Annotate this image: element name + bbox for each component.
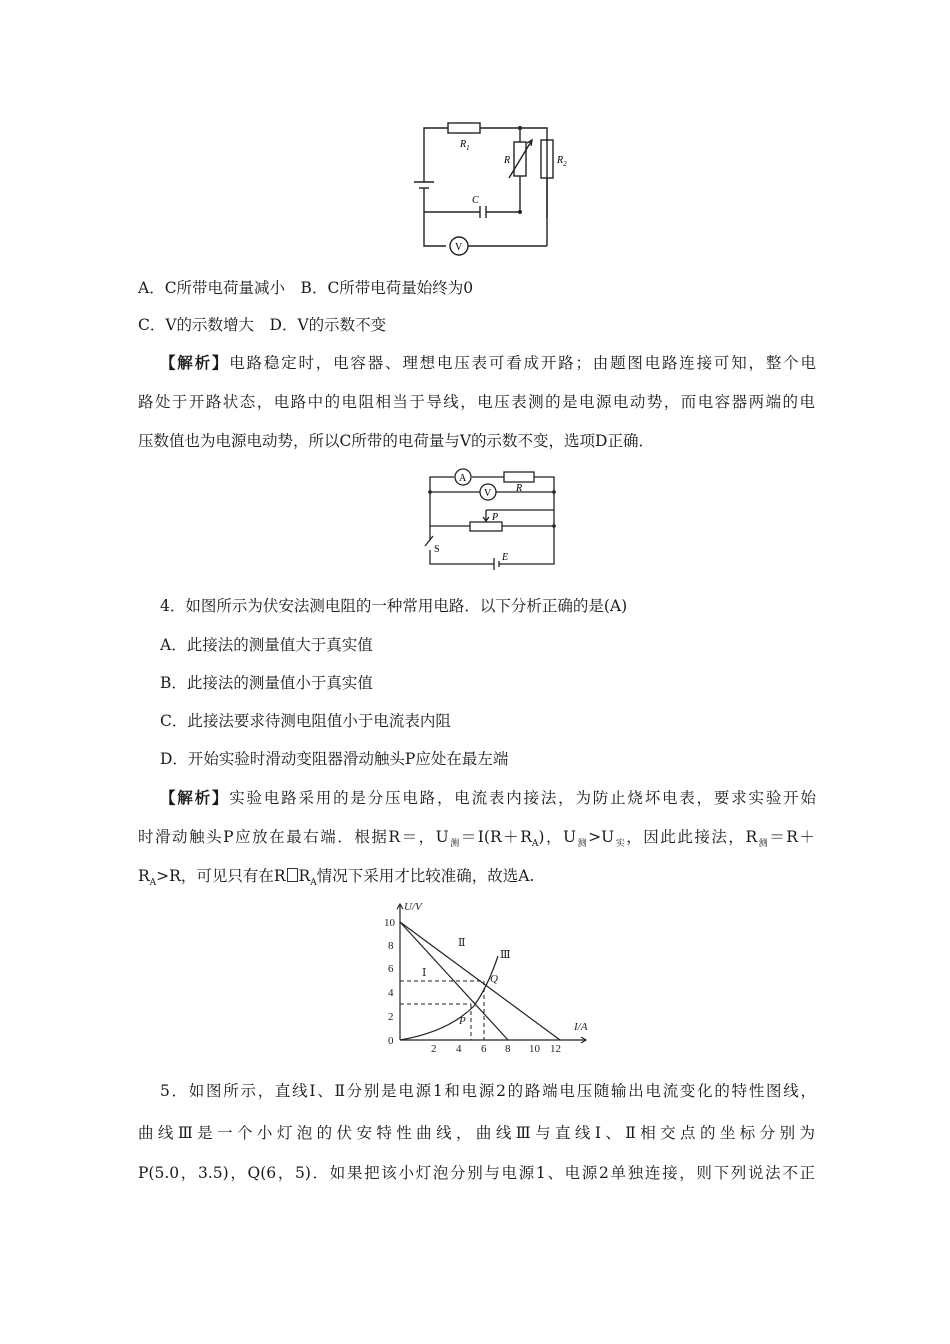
analysis-text: 电路稳定时，电容器、理想电压表可看成开路；由题图电路连接可知，整个电 xyxy=(229,354,816,372)
x-tick: 10 xyxy=(529,1043,540,1055)
q5-line1: 5．如图所示，直线Ⅰ、Ⅱ分别是电源1和电源2的路端电压随输出电流变化的特性图线， xyxy=(160,1082,816,1100)
q3-analysis-line2: 路处于开路状态，电路中的电阻相当于导线，电压表测的是电源电动势，而电容器两端的电 xyxy=(138,393,815,411)
x-tick: 12 xyxy=(550,1043,561,1055)
y-tick: 8 xyxy=(388,940,394,952)
emf-label: E xyxy=(502,552,509,563)
analysis-tag: 【解析】 xyxy=(160,353,230,372)
y-axis-label: U/V xyxy=(404,901,422,913)
q4-option-d: D．开始实验时滑动变阻器滑动触头P应处在最左端 xyxy=(160,750,509,768)
voltmeter-label: V xyxy=(484,488,492,499)
v-label: V xyxy=(455,242,463,253)
x-tick: 2 xyxy=(431,1043,437,1055)
switch-label: S xyxy=(434,544,440,555)
q4-stem: 4．如图所示为伏安法测电阻的一种常用电路．以下分析正确的是(A) xyxy=(160,597,628,615)
q3-analysis-line3: 压数值也为电源电动势，所以C所带的电荷量与V的示数不变，选项D正确． xyxy=(138,432,654,450)
q4-analysis-line2: 时滑动触头P应放在最右端．根据R＝，$U_测=I(R+R_A)$，$U_测>U_实$，因此此接法，$R_测=R+$ xyxy=(138,828,815,850)
line-I-label: Ⅰ xyxy=(422,967,427,979)
r-label: R xyxy=(504,155,511,166)
q4-option-c: C．此接法要求待测电阻值小于电流表内阻 xyxy=(160,712,451,730)
q3-options-line1: A．C所带电荷量减小 B．C所带电荷量始终为0 xyxy=(138,279,474,297)
resistor-label: R xyxy=(516,483,523,494)
point-Q-label: Q xyxy=(490,973,498,985)
r1-label: $R_1$ xyxy=(460,139,470,152)
y-tick: 2 xyxy=(388,1011,394,1023)
q3-analysis-line1 xyxy=(160,353,816,373)
q4-option-b: B．此接法的测量值小于真实值 xyxy=(160,674,373,692)
y-tick: 4 xyxy=(388,987,394,999)
y-tick: 6 xyxy=(388,963,394,975)
q3-options-line2: C．V的示数增大 D．V的示数不变 xyxy=(138,316,387,334)
x-tick: 6 xyxy=(481,1043,487,1055)
r2-label: $R_2$ xyxy=(557,155,567,168)
c-label: C xyxy=(472,195,479,206)
circuit-figure-2 xyxy=(422,460,572,572)
circuit-figure-1 xyxy=(410,118,610,258)
x-axis-label: I/A xyxy=(574,1021,588,1033)
y-tick: 10 xyxy=(384,917,395,929)
point-P-label: P xyxy=(459,1015,466,1027)
slider-label: P xyxy=(492,512,499,523)
q4-analysis-line3: $R_A>R$，可见只有在R $R_A$情况下采用才比较准确，故选A. xyxy=(138,867,535,889)
ui-graph-figure xyxy=(378,896,618,1056)
analysis-text: 实验电路采用的是分压电路，电流表内接法，为防止烧坏电表，要求实验开始 xyxy=(229,789,816,807)
ammeter-label: A xyxy=(459,473,467,484)
x-tick: 4 xyxy=(456,1043,462,1055)
curve-III-label: Ⅲ xyxy=(500,949,511,961)
q5-line3: P(5.0，3.5)，Q(6，5)．如果把该小灯泡分别与电源1、电源2单独连接，则下列说法不正 xyxy=(138,1164,815,1182)
origin-label: 0 xyxy=(388,1035,394,1047)
line-II-label: Ⅱ xyxy=(458,937,466,949)
x-tick: 8 xyxy=(505,1043,511,1055)
q4-option-a: A．此接法的测量值大于真实值 xyxy=(160,636,373,654)
analysis-tag: 【解析】 xyxy=(160,788,230,807)
q5-line2: 曲线Ⅲ是一个小灯泡的伏安特性曲线，曲线Ⅲ与直线Ⅰ、Ⅱ相交点的坐标分别为 xyxy=(138,1124,815,1142)
q4-analysis-line1 xyxy=(160,788,816,808)
